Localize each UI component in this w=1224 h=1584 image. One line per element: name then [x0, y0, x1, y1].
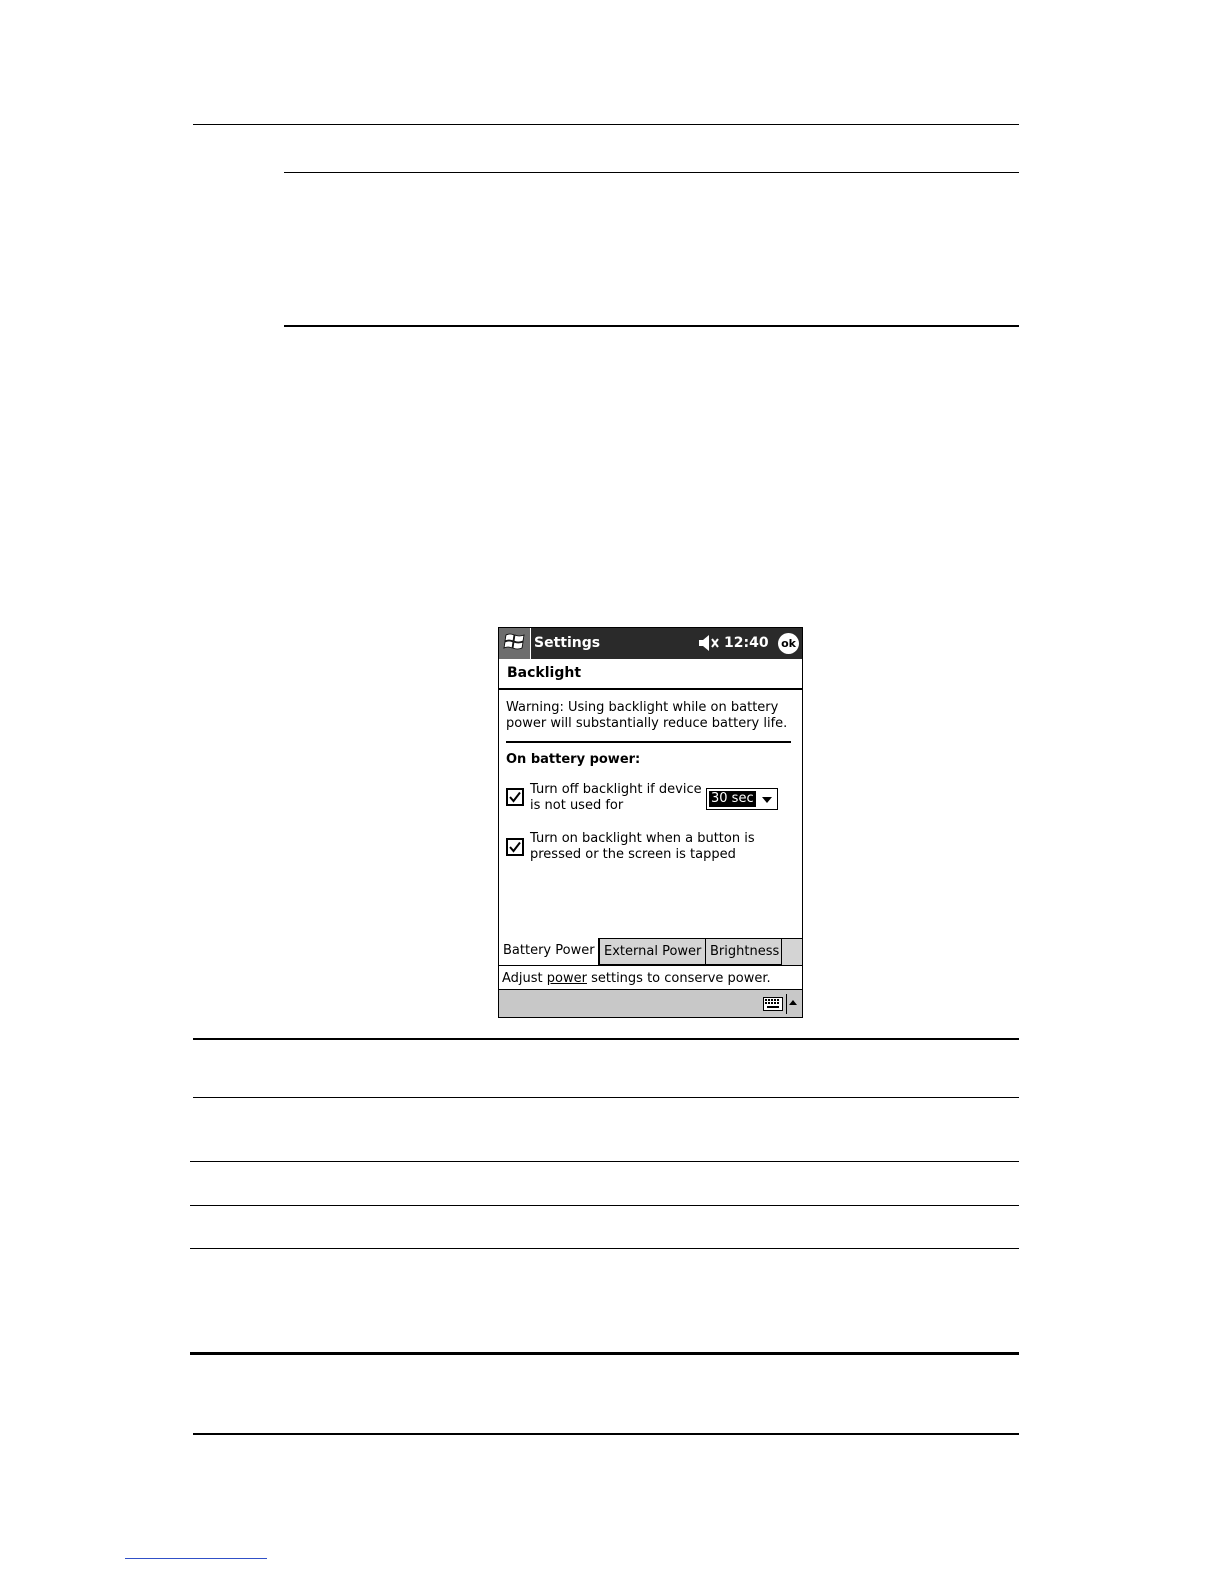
warning-divider [506, 741, 791, 743]
windows-flag-icon [503, 631, 527, 657]
chevron-down-icon [762, 797, 772, 803]
clock[interactable]: 12:40 [724, 635, 769, 651]
pocketpc-screen [498, 627, 803, 1018]
note-bottom-rule [284, 325, 1019, 327]
tab-external-power[interactable]: External Power [599, 938, 706, 965]
table-rule-3 [190, 1161, 1019, 1162]
speaker-muted-icon[interactable] [698, 634, 720, 656]
table-rule-4 [190, 1205, 1019, 1206]
keyboard-icon[interactable] [763, 996, 783, 1015]
tab-brightness[interactable]: Brightness [705, 938, 782, 965]
table-rule-5 [190, 1248, 1019, 1249]
app-title: Settings [534, 635, 601, 651]
bottom-rule [193, 1433, 1019, 1435]
table-rule-1 [193, 1038, 1019, 1040]
section-heading: On battery power: [506, 752, 641, 767]
timeout-select[interactable] [706, 788, 778, 810]
title-bar [499, 628, 802, 659]
turn-off-backlight-checkbox[interactable] [506, 788, 524, 806]
note-top-rule [284, 172, 1019, 173]
footer-link-underline [125, 1558, 267, 1559]
turn-on-backlight-checkbox[interactable] [506, 838, 524, 856]
table-rule-2 [193, 1097, 1019, 1098]
timeout-select-value: 30 sec [711, 791, 754, 806]
title-divider [499, 688, 802, 690]
top-rule [193, 124, 1019, 125]
start-menu-button[interactable] [499, 628, 531, 659]
warning-text: Warning: Using backlight while on battery power will substantially reduce battery life. [506, 700, 788, 731]
power-link[interactable]: power [546, 971, 587, 986]
ok-button[interactable]: ok [778, 633, 799, 654]
tab-battery-power[interactable]: Battery Power [499, 938, 599, 965]
menu-bar [499, 990, 802, 1018]
status-bar: Adjust power settings to conserve power. [499, 965, 802, 990]
page-title: Backlight [507, 665, 582, 681]
turn-off-backlight-label: Turn off backlight if device is not used for [530, 782, 702, 813]
turn-on-backlight-label: Turn on backlight when a button is pressed or the screen is tapped [530, 831, 755, 862]
input-panel-arrow-icon[interactable] [786, 994, 799, 1014]
tab-strip [499, 938, 802, 965]
table-rule-6 [190, 1352, 1019, 1355]
